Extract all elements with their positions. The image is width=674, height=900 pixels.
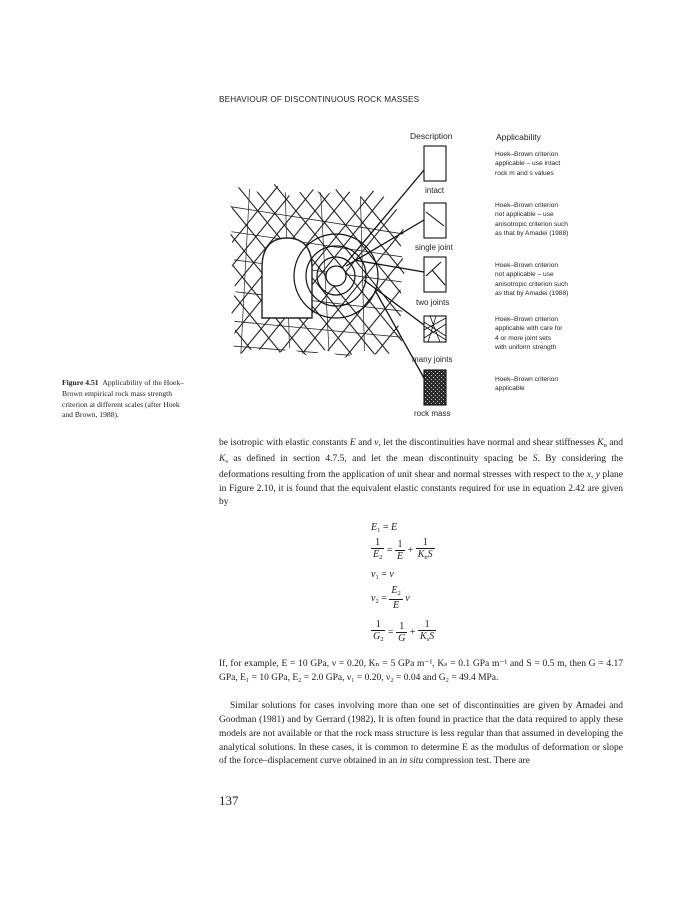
equation-e2: $\frac{1}{E_2}$ = $\frac{1}{E}$ + $\frac{1}{K_nS}$ bbox=[373, 537, 433, 562]
figure bbox=[0, 0, 674, 420]
equation-e1: $E_1 = E$ bbox=[371, 522, 398, 534]
sample-two-joints bbox=[424, 257, 446, 292]
paragraph-2: If, for example, E = 10 GPa, ν = 0.20, Kₙ = 5 GPa m⁻¹, Kₛ = 0.1 GPa m⁻¹ and S = 0.5 m, then G = 4.17 GPa, E₁ = 10 GPa, E₂ = 2.0 GPa, ν₁ = 0.20, ν₂ = 0.04 and G₂ = 49.4 MPa. bbox=[219, 659, 623, 683]
description-column-header: Description bbox=[410, 131, 453, 141]
label-many-joints: many joints bbox=[412, 355, 453, 364]
sample-intact bbox=[424, 146, 446, 181]
label-single-joint: single joint bbox=[415, 243, 453, 252]
caption-label: Figure 4.51 bbox=[62, 378, 99, 387]
running-head: BEHAVIOUR OF DISCONTINUOUS ROCK MASSES bbox=[219, 95, 420, 104]
label-two-joints: two joints bbox=[416, 298, 450, 307]
caption-text: Applicability of the Hoek–Brown empirical rock mass strength criterion at different scales (after Hoek and Brown, 1988). bbox=[62, 378, 184, 420]
paragraph-1: be isotropic with elastic constants E and ν, let the discontinuities have normal and shear stiffnesses $K_n$ and $K_s$ as defined in section 4.7.5, and let the mean discontinuity spacing be S. By considering the deformations resulting from the application of unit shear and normal stresses with respect to the x, y plane in Figure 2.10, it is found that the equivalent elastic constants required for use in equation 2.42 are given by bbox=[219, 438, 624, 508]
page-number: 137 bbox=[219, 793, 239, 808]
equation-nu1: $\nu_1 = \nu$ bbox=[371, 569, 394, 581]
applicability-intact: Hoek–Brown criterion applicable – use intact rock m and s values bbox=[495, 151, 561, 177]
paragraph-3: Similar solutions for cases involving more than one set of discontinuities are given by Amadei and Goodman (1981) and by Gerrard (1982). It is often found in practice that the data required to apply these models are not available or that the rock mass structure is less regular than that assumed in developing the analytical solutions. In these cases, it is common to determine E as the modulus of deformation or slope of the force–displacement curve obtained in an in situ compression test. There are bbox=[219, 701, 623, 767]
sample-single-joint bbox=[424, 203, 446, 238]
sample-many-joints bbox=[424, 316, 446, 342]
applicability-many-joints: Hoek–Brown criterion applicable with care for 4 or more joint sets with uniform strength bbox=[495, 316, 563, 351]
tunnel-opening bbox=[262, 238, 312, 318]
applicability-single-joint: Hoek–Brown criterion not applicable – use anisotropic criterion such as that by Amadei (1988) bbox=[495, 202, 569, 237]
label-intact: intact bbox=[425, 186, 445, 195]
equation-nu2: $\nu_2$ = $\frac{E_2}{E}$ ν bbox=[371, 585, 410, 611]
applicability-column-header: Applicability bbox=[496, 132, 541, 142]
sample-rock-mass bbox=[424, 370, 446, 405]
equation-g2: $\frac{1}{G_2}$ = $\frac{1}{G}$ + $\frac{1}{K_sS}$ bbox=[373, 619, 435, 644]
applicability-rock-mass: Hoek–Brown criterion applicable bbox=[495, 376, 559, 393]
figure-caption bbox=[62, 378, 192, 421]
label-rock-mass: rock mass bbox=[414, 409, 451, 418]
sample-boxes bbox=[424, 146, 446, 405]
applicability-two-joints: Hoek–Brown criterion not applicable – use anisotropic criterion such as that by Amadei (1988) bbox=[495, 262, 569, 297]
rock-mass-joints bbox=[120, 110, 510, 420]
